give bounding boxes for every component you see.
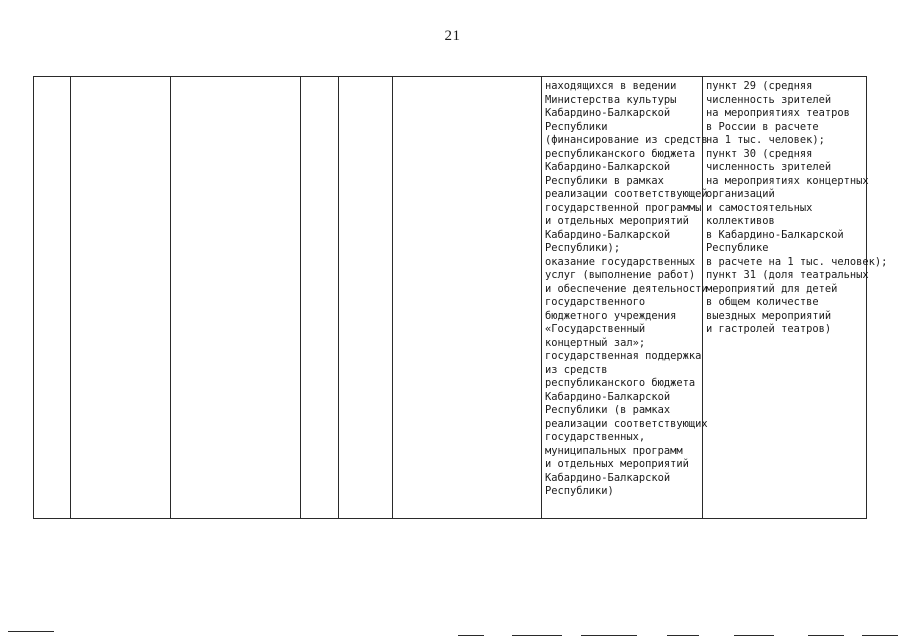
activities-cell: находящихся в ведении Министерства культуры Кабардино-Балкарской Республики (финансирование из средств республиканского бюджета Кабардино-Балкарской Республики в рамках реализации соответствующей государственной программы и отдельных мероприятий Кабардино-Балкарской Республики); оказание государственных услуг (выполнение работ) и обеспечение деятельности государственного бюджетного учреждения «Государственный концертный зал»; государственная поддержка из средств республиканского бюджета Кабардино-Балкарской Республики (в рамках реализации соответствующих государственных, муниципальных программ и отдельных мероприятий Кабардино-Балкарской Республики) xyxy=(545,80,708,497)
column-divider xyxy=(170,76,171,519)
page-number: 21 xyxy=(444,28,461,44)
column-divider xyxy=(338,76,339,519)
footer-rule xyxy=(734,635,774,636)
footer-rule xyxy=(808,635,844,636)
footer-rule xyxy=(458,635,484,636)
footer-rule xyxy=(667,635,699,636)
footer-rule xyxy=(862,635,898,636)
column-divider xyxy=(541,76,542,519)
footer-rule xyxy=(512,635,562,636)
column-divider xyxy=(300,76,301,519)
footer-rule xyxy=(8,631,54,632)
column-divider xyxy=(392,76,393,519)
indicators-cell: пункт 29 (средняя численность зрителей на мероприятиях театров в России в расчете на 1 тыс. человек); пункт 30 (средняя численность зрителей на мероприятиях концертных организаций и самостоятельных коллективов в Кабардино-Балкарской Республике в расчете на 1 тыс. человек); пункт 31 (доля театральных мероприятий для детей в общем количестве выездных мероприятий и гастролей театров) xyxy=(706,80,888,335)
footer-rule xyxy=(581,635,637,636)
column-divider xyxy=(70,76,71,519)
